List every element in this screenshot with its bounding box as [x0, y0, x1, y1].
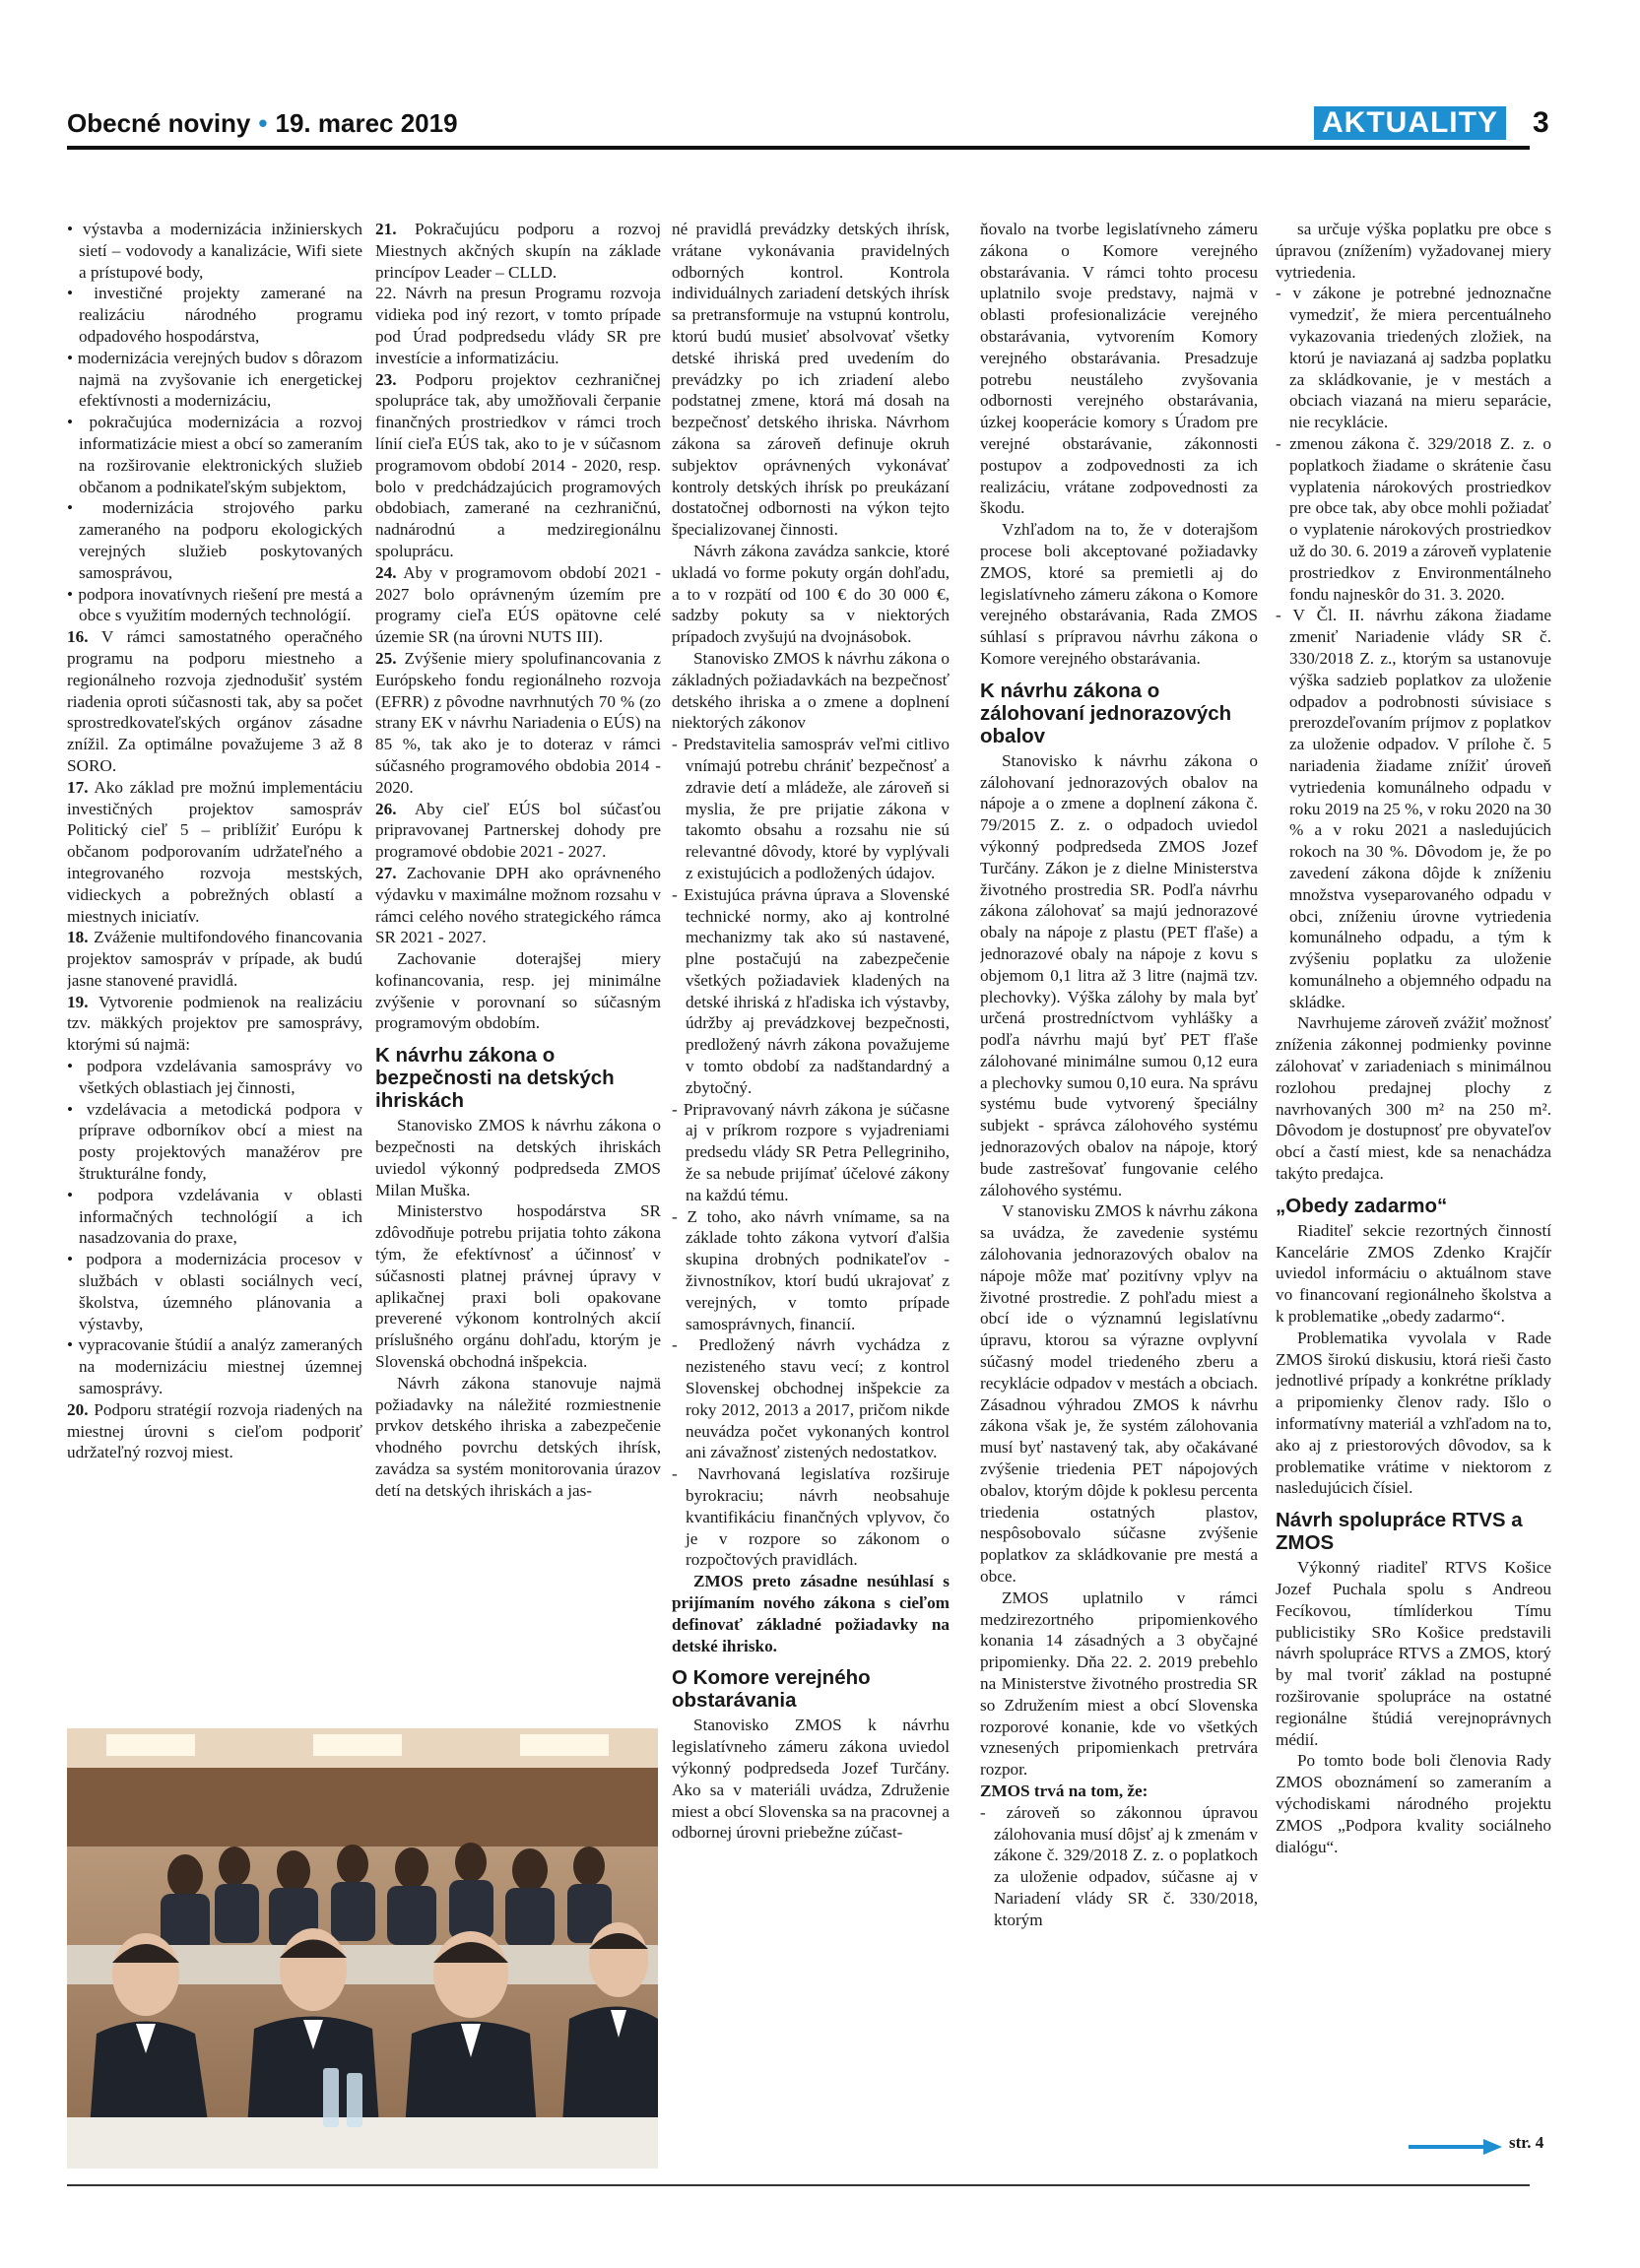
item-text: Aby cieľ EÚS bol súčasťou pripravovanej Partnerskej dohody pre programové obdobie 2021 - 2027.: [375, 799, 661, 862]
paragraph: Stanovisko ZMOS k návrhu zákona o základných požiadavkách na bezpečnosť detského ihriska a o zmene a doplnení niektorých zákonov: [672, 648, 950, 733]
continued-on-page: str. 4: [1509, 2133, 1544, 2152]
dash-item: - zároveň so zákonnou úpravou zálohovania musí dôjsť aj k zmenám v zákone č. 329/2018 Z. z. o poplatkoch za uloženie odpadov, súčasne aj v Nariadení vlády SR č. 330/2018, ktorým: [980, 1802, 1258, 1929]
bullet-item: • vypracovanie štúdií a analýz zameraných na modernizáciu miestnej územnej samosprávy.: [67, 1335, 362, 1398]
item-number: 23.: [375, 369, 397, 389]
paragraph: Návrh zákona stanovuje najmä požiadavky na náležité rozmiestnenie prvkov detského ihriska a zabezpečenie vhodného povrchu detských ihrísk, zavádza sa systém monitorovania úrazov detí na detských ihriskách a jas-: [375, 1373, 661, 1500]
subheading: K návrhu zákona o bezpečnosti na detských ihriskách: [375, 1044, 615, 1113]
item-text: Zváženie multifondového financovania projektov samospráv v prípade, ak budú jasne stanovené pravidlá.: [67, 928, 362, 990]
paragraph: Riaditeľ sekcie rezortných činností Kancelárie ZMOS Zdenko Krajčír uviedol informáciu o aktuálnom stave vo financovaní regionálneho školstva a k problematike „obedy zadarmo“.: [1276, 1220, 1551, 1327]
column-1: [67, 219, 362, 1716]
item-text: Ako základ pre možnú implementáciu investičných projektov samospráv Politický cieľ 5 – priblížiť Európu k občanom podporovaním udržateľného a integrovaného rozvoja mestských, vidieckych a pobrežných oblastí a miestnych iniciatív.: [67, 777, 362, 926]
item-text: V rámci samostatného operačného programu na podporu miestneho a regionálneho rozvoja zjednodušiť systém riadenia oproti súčasnosti tak, aby sa počet sprostredkovateľských orgánov zásadne znížil. Za optimálne považujeme 3 až 8 SORO.: [67, 627, 362, 775]
bullet-item: • vzdelávacia a metodická podpora v príprave odborníkov obcí a miest na posty projektových manažérov pre štrukturálne fondy,: [67, 1099, 362, 1184]
section-label: AKTUALITY: [1314, 106, 1506, 140]
bold-statement: ZMOS preto zásadne nesúhlasí s prijímaním nového zákona s cieľom definovať základné požiadavky na detské ihrisko.: [672, 1572, 950, 1655]
masthead: [67, 106, 1584, 142]
bullet-item: • podpora a modernizácia procesov v službách v oblasti sociálnych vecí, školstva, územného plánovania a výstavby,: [67, 1250, 362, 1333]
subheading: Návrh spolupráce RTVS a ZMOS: [1276, 1509, 1523, 1555]
bullet-item: • investičné projekty zamerané na realizáciu národného programu odpadového hospodárstva,: [67, 284, 362, 346]
issue-date: 19. marec 2019: [275, 108, 458, 138]
item-number: 22.: [375, 284, 397, 303]
item-number: 16.: [67, 627, 89, 647]
dash-item: - zmenou zákona č. 329/2018 Z. z. o poplatkoch žiadame o skrátenie času vyplatenia nárokových prostriedkov pre obce tak, aby obce mohli požiadať o vyplatenie nárokových prostriedkov už do 30. 6. 2019 a zároveň vyplatenie prostriedkov z Environmentálneho fondu najneskôr do 31. 3. 2020.: [1276, 433, 1551, 604]
dash-item: - v zákone je potrebné jednoznačne vymedziť, že miera percentuálneho vykazovania triedených zložiek, na ktorú je naviazaná aj sadzba poplatku za skládkovanie, je v mestách a obciach viazaná na mieru separácie, nie recyklácie.: [1276, 284, 1551, 432]
paragraph: Navrhujeme zároveň zvážiť možnosť zníženia zákonnej podmienky povinne zálohovať v zariadeniach s minimálnou rozlohou predajnej plochy z navrhovaných 300 m² na 250 m². Dôvodom je dostupnosť pre obyvateľov obcí a častí miest, kde sa nenachádza takýto predajca.: [1276, 1013, 1551, 1184]
bullet-item: • podpora vzdelávania v oblasti informačných technológií a ich nasadzovania do praxe,: [67, 1185, 362, 1248]
paragraph: né pravidlá prevádzky detských ihrísk, vrátane vykonávania pravidelných odborných kontrol. Kontrola individuálnych zariadení detských ihrísk sa pretransformuje na vstupnú kontrolu, ktorú budú musieť absolvovať všetky detské ihriská pred uvedením do prevádzky po ich zriadení alebo podstatnej zmene, ktorá má dosah na bezpečnosť detského ihriska. Návrhom zákona sa zároveň definuje okruh subjektov oprávnených vykonávať kontroly detských ihrísk po preukázaní dostatočnej odbornosti na výkon tejto špecializovanej činnosti.: [672, 220, 950, 540]
dash-item: - V Čl. II. návrhu zákona žiadame zmeniť Nariadenie vlády SR č. 330/2018 Z. z., ktorým sa ustanovuje výška sadzieb poplatkov za uloženie odpadov a podrobnosti súvisiace s prerozdeľovaním príjmov z poplatkov za uloženie odpadov. V prílohe č. 5 nariadenia žiadame znížiť úroveň vytriedenia komunálneho odpadu v roku 2019 na 25 %, v roku 2020 na 30 % a v roku 2021 a nasledujúcich rokoch na 30 %. Dôvodom je, že po zavedení zákona dôjde k zníženiu množstva vyseparovaného odpadu v obci, zníženiu úrovne vytriedenia komunálneho odpadu, a tým k zvýšeniu poplatku za uloženie komunálneho a objemného odpadu na skládke.: [1276, 606, 1551, 1011]
paragraph: Problematika vyvolala v Rade ZMOS širokú diskusiu, ktorá rieši často jednotlivé prípady a konkrétne príklady a pripomienky členov rady. Išlo o informatívny materiál a vzhľadom na to, ako aj z priestorových dôvodov, sa k problematike vrátime v niektorom z nasledujúcich čísiel.: [1276, 1328, 1551, 1498]
item-text: Zachovanie DPH ako oprávneného výdavku v maximálne možnom rozsahu v rámci celého nového strategického rámca SR 2021 - 2027.: [375, 863, 661, 947]
paragraph: Stanovisko k návrhu zákona o zálohovaní jednorazových obalov na nápoje a o zmene a doplnení zákona č. 79/2015 Z. z. o odpadoch uviedol výkonný podpredseda ZMOS Jozef Turčány. Zákon je z dielne Ministerstva životného prostredia SR. Podľa návrhu zákona zálohovať sa majú jednorazové obaly na nápoje z plastu (PET fľaše) a jednorazové obaly na nápoje z kovu s objemom 0,1 litra až 3 litre (najmä tzv. plechovky). Výška zálohy by mala byť určená prostredníctvom vyhlášky a podľa návrhu majú byť PET fľaše zálohované minimálne sumou 0,12 eura a plechovky sumou 0,10 eura. Na správu systému bude vytvorený špeciálny subjekt - správca zálohového systému jednorazových obalov na nápoje, ktorý bude zastrešovať fungovanie celého zálohového systému.: [980, 750, 1258, 1199]
numbered-item: [375, 799, 661, 863]
numbered-item: [375, 863, 661, 948]
dash-item: - Predložený návrh vychádza z nezisteného stavu vecí; z kontrol Slovenskej obchodnej inšpekcie za roky 2012, 2013 a 2017, pričom nikde neuvádza počet vykonaných kontrol ani závažnosť zistených nedostatkov.: [672, 1335, 950, 1462]
bottom-rule: [67, 2184, 1530, 2186]
item-number: 26.: [375, 799, 397, 818]
column-3: [672, 219, 950, 2178]
item-number: 24.: [375, 562, 397, 582]
paragraph: Ministerstvo hospodárstva SR zdôvodňuje potrebu prijatia tohto zákona tým, že efektívnosť a účinnosť v súčasnosti platnej právnej úpravy v aplikačnej praxi boli opakovane preverené výkonom kontrolných akcií príslušného orgánu dohľadu, ktorým je Slovenská obchodná inšpekcia.: [375, 1201, 661, 1372]
paragraph: ZMOS uplatnilo v rámci medzirezortného pripomienkového konania 14 zásadných a 3 obyčajné pripomienky. Dňa 22. 2. 2019 prebehlo na Ministerstve životného prostredia SR so Združením miest a obcí Slovenska rozporové konanie, kde vo všetkých vznesených pripomienkach pretrvára rozpor.: [980, 1588, 1258, 1780]
bullet-item: • podpora vzdelávania samosprávy vo všetkých oblastiach jej činnosti,: [67, 1057, 362, 1097]
column-4: [980, 219, 1258, 2178]
item-number: 27.: [375, 863, 397, 882]
subheading: O Komore verejného obstarávania: [672, 1666, 871, 1713]
numbered-item: [67, 626, 362, 777]
item-number: 19.: [67, 992, 89, 1011]
publication-name: Obecné noviny: [67, 108, 251, 138]
numbered-item: [375, 648, 661, 799]
item-text: Zvýšenie miery spolufinancovania z Európskeho fondu regionálneho rozvoja (EFRR) z pôvodne navrhnutých 70 % (zo strany EK v návrhu Nariadenia o EÚS) na 85 %, tak ako je to doteraz v rámci súčasného programového obdobia 2014 - 2020.: [375, 648, 661, 797]
dash-item: - Z toho, ako návrh vnímame, sa na základe tohto zákona vytvorí ďalšia skupina drobných podnikateľov - živnostníkov, ktorí budú ukrajovať z verejných, v tomto prípade samosprávnych, financií.: [672, 1206, 950, 1333]
paragraph: V stanovisku ZMOS k návrhu zákona sa uvádza, že zavedenie systému zálohovania jednorazových obalov na nápoje môže mať pozitívny vplyv na životné prostredie. Z pohľadu miest a obcí ide o významnú legislatívnu úpravu, ktorou sa výrazne ovplyvní súčasný model triedeného zberu a recyklácie odpadov v mestách a obciach. Zásadnou výhradou ZMOS k návrhu zákona však je, že systém zálohovania musí byť nastavený tak, aby očakávané zvýšenie triedenia PET nápojových obalov, ktorým dôjde k poklesu percenta triedenia ostatných plastov, nespôsobovalo súčasne zvýšenie poplatkov za skládkovanie pre mestá a obce.: [980, 1201, 1258, 1587]
item-number: 21.: [375, 220, 397, 238]
separator-dot: •: [258, 108, 268, 138]
numbered-item: [375, 283, 661, 368]
subheading: K návrhu zákona o zálohovaní jednorazových obalov: [980, 679, 1232, 747]
paragraph: Stanovisko ZMOS k návrhu zákona o bezpečnosti na detských ihriskách uviedol výkonný podpredseda ZMOS Milan Muška.: [375, 1116, 661, 1199]
numbered-item: [67, 1399, 362, 1463]
item-text: Návrh na presun Programu rozvoja vidieka pod iný rezort, v tomto prípade pod Úrad podpredsedu vlády SR pre investície a informatizáciu.: [375, 284, 661, 367]
bold-statement: ZMOS trvá na tom, že:: [980, 1781, 1148, 1800]
bullet-item: • podpora inovatívnych riešení pre mestá a obce s využitím moderných technológií.: [67, 584, 362, 625]
item-text: Vytvorenie podmienok na realizáciu tzv. mäkkých projektov pre samosprávy, ktorými sú najmä:: [67, 992, 362, 1055]
numbered-item: [67, 992, 362, 1056]
item-number: 25.: [375, 648, 397, 668]
numbered-item: [375, 369, 661, 562]
arrow-right-icon: [1409, 2137, 1502, 2157]
dash-item: - Existujúca právna úprava a Slovenské technické normy, ako aj kontrolné mechanizmy tak ako sú nastavené, plne postačujú na zabezpečenie všetkých požiadaviek kladených na detské ihriská z hľadiska ich výstavby, údržby aj prevádzkovej bezpečnosti, predložený návrh zákona považujeme v tomto období za nadštandardný a zbytočný.: [672, 884, 950, 1097]
paragraph: Stanovisko ZMOS k návrhu legislatívneho zámeru zákona uviedol výkonný podpredseda Jozef Turčány. Ako sa v materiáli uvádza, Združenie miest a obcí Slovenska sa na pracovnej a odbornej úrovni priebežne zúčast-: [672, 1716, 950, 1843]
top-rule: [67, 146, 1530, 150]
dash-item: - Navrhovaná legislatíva rozširuje byrokraciu; návrh neobsahuje kvantifikáciu finančných vplyvov, čo je v rozpore so zákonom o rozpočtových pravidlách.: [672, 1464, 950, 1570]
numbered-item: [375, 562, 661, 648]
subheading: „Obedy zadarmo“: [1276, 1194, 1448, 1217]
bullet-item: • modernizácia verejných budov s dôrazom najmä na zvyšovanie ich energetickej efektívnosti a modernizáciu,: [67, 348, 362, 411]
numbered-item: [67, 927, 362, 991]
numbered-item: [67, 777, 362, 928]
numbered-item: [375, 219, 661, 283]
item-number: 18.: [67, 928, 89, 947]
bullet-item: • výstavba a modernizácia inžinierskych sietí – vodovody a kanalizácie, Wifi siete a prístupové body,: [67, 220, 362, 282]
paragraph: sa určuje výška poplatku pre obce s úpravou (znížením) vyžadovanej miery vytriedenia.: [1276, 220, 1551, 282]
item-text: Aby v programovom období 2021 - 2027 bolo oprávneným územím pre programy cieľa EÚS opätovne celé územie SR (na úrovni NUTS III).: [375, 562, 661, 647]
bullet-item: • modernizácia strojového parku zameraného na podporu ekologických verejných služieb poskytovaných samosprávou,: [67, 498, 362, 582]
paragraph: ňovalo na tvorbe legislatívneho zámeru zákona o Komore verejného obstarávania. V rámci tohto procesu uplatnilo svoje predstavy, najmä v oblasti profesionalizácie verejného obstarávania, vytvorením Komory verejného obstarávania. Presadzuje potrebu neustáleho zvyšovania odbornosti verejného obstarávania, úzkej kooperácie komory s Úradom pre verejné obstarávanie, zákonnosti postupov a zodpovednosti za ich realizáciu, vrátane zodpovednosti za škodu.: [980, 220, 1258, 518]
item-number: 17.: [67, 777, 89, 797]
paragraph: Zachovanie doterajšej miery kofinancovania, resp. jej minimálne zvýšenie v porovnaní so súčasným programovým obdobím.: [375, 949, 661, 1033]
dash-item: - Predstavitelia samospráv veľmi citlivo vnímajú potrebu chrániť bezpečnosť a zdravie detí a mládeže, ale zároveň si myslia, že pre prijatie zákona v takomto obsahu a rozsahu nie sú relevantné dôvody, ktoré by vyplývali z existujúcich a podložených údajov.: [672, 735, 950, 882]
item-text: Podporu stratégií rozvoja riadených na miestnej úrovni s cieľom podporiť udržateľný rozvoj miest.: [67, 1399, 362, 1462]
meeting-photo: [67, 1728, 658, 2169]
paragraph: Po tomto bode boli členovia Rady ZMOS oboznámení so zameraním a východiskami národného projektu ZMOS „Podpora kvality sociálneho dialógu“.: [1276, 1751, 1551, 1856]
column-5: [1276, 219, 1551, 2178]
item-number: 20.: [67, 1399, 89, 1419]
masthead-left: [67, 108, 458, 139]
dash-item: - Pripravovaný návrh zákona je súčasne aj v príkrom rozpore s vyjadreniami predsedu vlády SR Petra Pellegriniho, že sa nebude prijímať účelové zákony na každú tému.: [672, 1099, 950, 1204]
item-text: Pokračujúcu podporu a rozvoj Miestnych akčných skupín na základe princípov Leader – CLLD.: [375, 220, 661, 282]
paragraph: Vzhľadom na to, že v doterajšom procese boli akceptované požiadavky ZMOS, ktoré sa premietli aj do legislatívneho zámeru zákona o Komore verejného obstarávania, Rada ZMOS súhlasí s prípravou návrhu zákona o Komore verejného obstarávania.: [980, 520, 1258, 668]
meeting-photo-illustration: [67, 1728, 658, 2169]
bullet-item: • pokračujúca modernizácia a rozvoj informatizácie miest a obcí so zameraním na rozširovanie elektronických služieb občanom a podnikateľským subjektom,: [67, 413, 362, 496]
paragraph: Výkonný riaditeľ RTVS Košice Jozef Puchala spolu s Andreou Fecíkovou, tímlíderkou Tímu publicistiky SRo Košice predstavili návrh spolupráce RTVS a ZMOS, ktorý by mal tvoriť základ na postupné rozširovanie spolupráce na ostatné regionálne štúdiá verejnoprávnych médií.: [1276, 1558, 1551, 1749]
page-number: 3: [1533, 106, 1549, 139]
column-2: [375, 219, 661, 1824]
item-text: Podporu projektov cezhraničnej spolupráce tak, aby umožňovali čerpanie finančných prostriedkov v rámci troch línií cieľa EÚS tak, ako to je v súčasnom programovom období 2014 - 2020, resp. bolo v predchádzajúcich programových obdobiach, zamerané na cezhraničnú, nadnárodnú a medziregionálnu spoluprácu.: [375, 369, 661, 560]
paragraph: Návrh zákona zavádza sankcie, ktoré ukladá vo forme pokuty orgán dohľadu, a to v rozpätí od 100 € do 30 000 €, sadzby pokuty sa v niektorých prípadoch zvyšujú na dvojnásobok.: [672, 541, 950, 647]
